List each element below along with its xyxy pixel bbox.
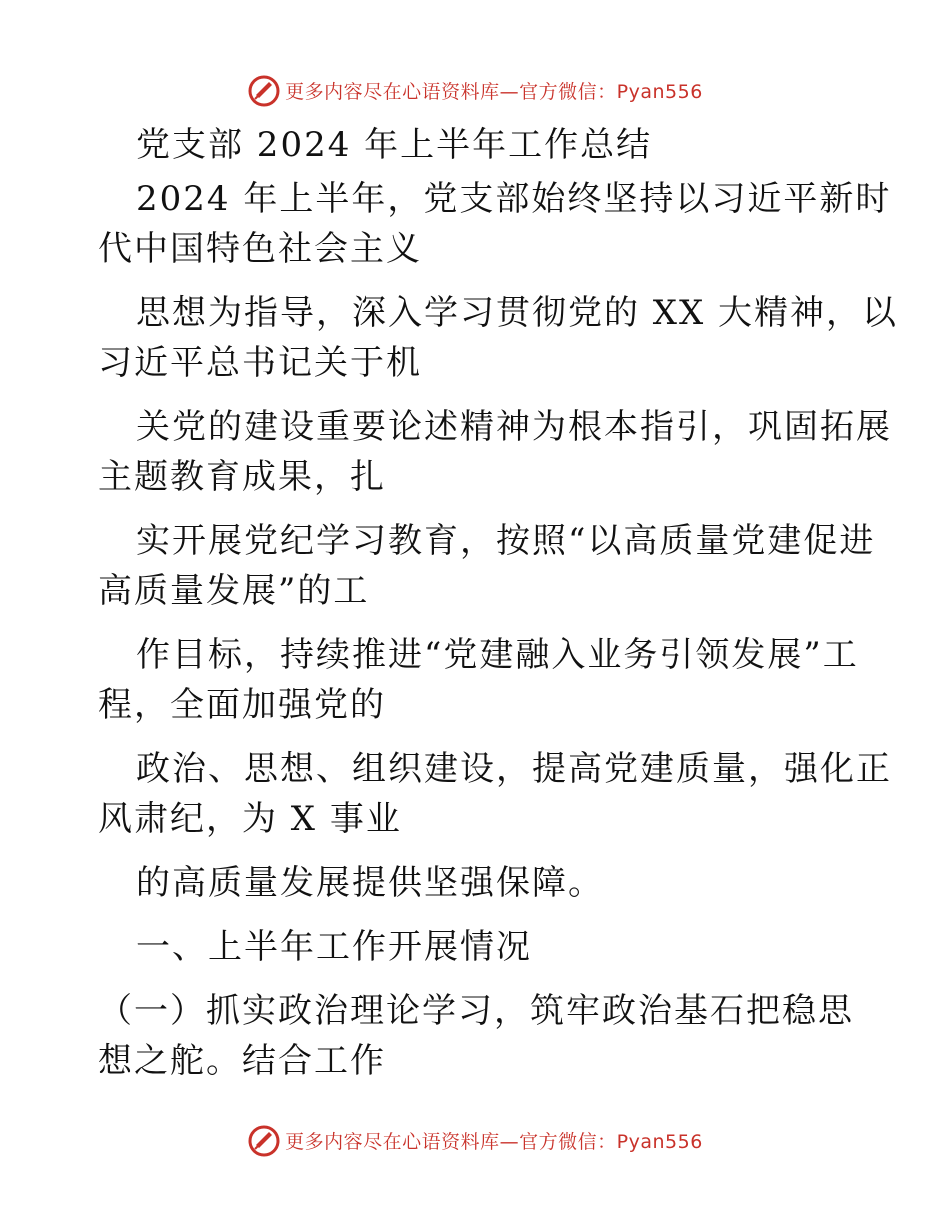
paragraph-line: 高质量发展”的工 bbox=[98, 571, 370, 611]
paragraph-line: 实开展党纪学习教育，按照“以高质量党建促进 bbox=[136, 521, 876, 561]
paragraph-line: 关党的建设重要论述精神为根本指引，巩固拓展 bbox=[136, 407, 892, 447]
document-title: 党支部 2024 年上半年工作总结 bbox=[136, 125, 653, 165]
book-pen-logo-icon bbox=[247, 1123, 281, 1157]
paragraph-line: 习近平总书记关于机 bbox=[98, 343, 422, 383]
paragraph-line: 想之舵。结合工作 bbox=[98, 1041, 386, 1081]
paragraph-line: 2024 年上半年，党支部始终坚持以习近平新时 bbox=[136, 179, 892, 219]
paragraph-line: 政治、思想、组织建设，提高党建质量，强化正 bbox=[136, 749, 892, 789]
paragraph-line: 作目标，持续推进“党建融入业务引领发展”工 bbox=[136, 635, 859, 675]
subsection-heading: （一）抓实政治理论学习，筑牢政治基石把稳思 bbox=[98, 991, 854, 1031]
header-watermark-banner bbox=[0, 70, 950, 110]
footer-watermark-banner bbox=[0, 1120, 950, 1160]
section-heading: 一、上半年工作开展情况 bbox=[136, 927, 532, 967]
paragraph-line: 思想为指导，深入学习贯彻党的 XX 大精神，以 bbox=[136, 293, 899, 333]
paragraph-line: 程，全面加强党的 bbox=[98, 685, 386, 725]
paragraph-line: 的高质量发展提供坚强保障。 bbox=[136, 863, 604, 903]
book-pen-logo-icon bbox=[247, 73, 281, 107]
paragraph-line: 风肃纪，为 X 事业 bbox=[98, 799, 402, 839]
paragraph-line: 代中国特色社会主义 bbox=[98, 229, 422, 269]
paragraph-line: 主题教育成果，扎 bbox=[98, 457, 386, 497]
watermark-text: 更多内容尽在心语资料库—官方微信：Pyan556 bbox=[285, 80, 703, 103]
watermark-text: 更多内容尽在心语资料库—官方微信：Pyan556 bbox=[285, 1130, 703, 1153]
document-body bbox=[98, 120, 899, 1086]
